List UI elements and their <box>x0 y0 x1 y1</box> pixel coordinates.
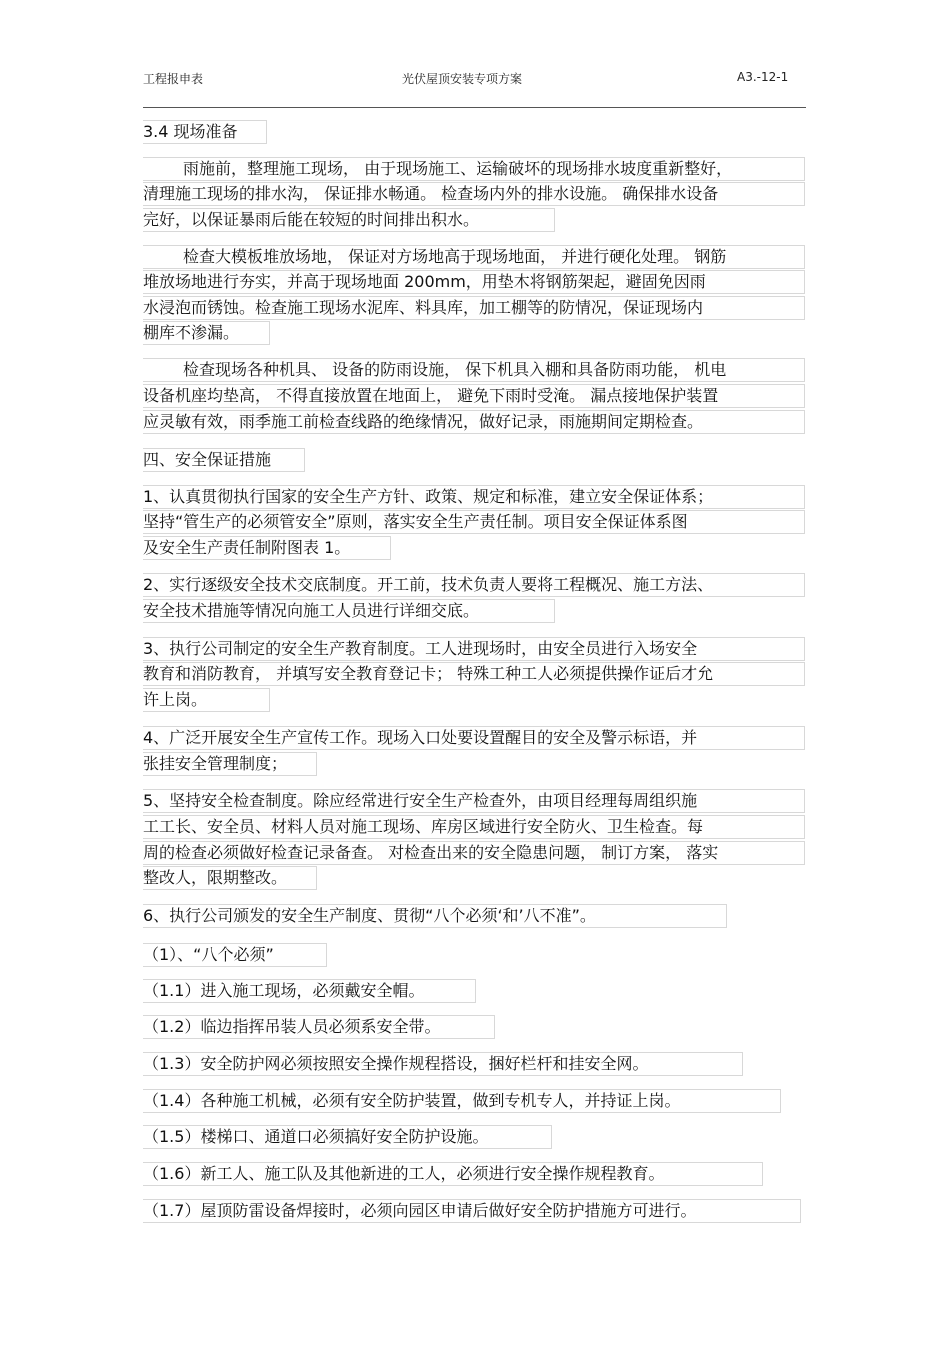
paragraph-line: 水浸泡而锈蚀。检查施工现场水泥库、料具库，加工棚等的防情况，保证现场内 <box>143 296 805 320</box>
paragraph-line: 教育和消防教育， 并填写安全教育登记卡； 特殊工种工人必须提供操作证后才允 <box>143 662 805 686</box>
paragraph-line: 应灵敏有效，雨季施工前检查线路的绝缘情况，做好记录，雨施期间定期检查。 <box>143 410 805 434</box>
paragraph-line: 周的检查必须做好检查记录备查。 对检查出来的安全隐患问题， 制订方案， 落实 <box>143 841 805 865</box>
paragraph-line: 许上岗。 <box>143 688 270 712</box>
paragraph-line: 安全技术措施等情况向施工人员进行详细交底。 <box>143 599 555 623</box>
paragraph-line: 工工长、安全员、材料人员对施工现场、库房区域进行安全防火、卫生检查。每 <box>143 815 805 839</box>
paragraph-line: 检查大模板堆放场地， 保证对方场地高于现场地面， 并进行硬化处理。 钢筋 <box>143 245 805 269</box>
list-item: （1.6）新工人、施工队及其他新进的工人，必须进行安全操作规程教育。 <box>143 1162 763 1186</box>
paragraph-line: 坚持“管生产的必须管安全”原则，落实安全生产责任制。项目安全保证体系图 <box>143 510 805 534</box>
header-divider <box>143 107 806 108</box>
paragraph-line: 雨施前，整理施工现场， 由于现场施工、运输破坏的现场排水坡度重新整好， <box>143 157 805 181</box>
list-item: （1.1）进入施工现场，必须戴安全帽。 <box>143 979 476 1003</box>
list-item: （1.7）屋顶防雷设备焊接时，必须向园区申请后做好安全防护措施方可进行。 <box>143 1199 801 1223</box>
header-title: 光伏屋顶安装专项方案 <box>402 72 523 86</box>
list-item: （1.2）临边指挥吊装人员必须系安全带。 <box>143 1015 495 1039</box>
subheading: （1）、“八个必须” <box>143 943 327 967</box>
paragraph-line: 5、坚持安全检查制度。除应经常进行安全生产检查外，由项目经理每周组织施 <box>143 789 805 813</box>
paragraph-line: 2、实行逐级安全技术交底制度。开工前，技术负责人要将工程概况、施工方法、 <box>143 573 805 597</box>
paragraph-line: 棚库不渗漏。 <box>143 321 270 345</box>
paragraph-line: 完好，以保证暴雨后能在较短的时间排出积水。 <box>143 208 555 232</box>
header-left: 工程报申表 <box>143 72 204 86</box>
paragraph-line: 设备机座均垫高， 不得直接放置在地面上， 避免下雨时受淹。 漏点接地保护装置 <box>143 384 805 408</box>
paragraph-line: 张挂安全管理制度； <box>143 752 317 776</box>
paragraph-line: 清理施工现场的排水沟， 保证排水畅通。 检查场内外的排水设施。 确保排水设备 <box>143 182 805 206</box>
list-item: （1.5）楼梯口、通道口必须搞好安全防护设施。 <box>143 1125 552 1149</box>
paragraph-line: 整改人，限期整改。 <box>143 866 317 890</box>
section-heading: 3.4 现场准备 <box>143 120 267 144</box>
paragraph-line: 1、认真贯彻执行国家的安全生产方针、政策、规定和标准，建立安全保证体系； <box>143 485 805 509</box>
header-code: A3.-12-1 <box>737 70 789 84</box>
paragraph-line: 堆放场地进行夯实，并高于现场地面 200mm，用垫木将钢筋架起，避固免因雨 <box>143 270 805 294</box>
section-heading: 四、安全保证措施 <box>143 448 305 472</box>
paragraph-line: 6、执行公司颁发的安全生产制度、贯彻“八个必须‘和’八不准”。 <box>143 904 727 928</box>
paragraph-line: 检查现场各种机具、 设备的防雨设施， 保下机具入棚和具备防雨功能， 机电 <box>143 358 805 382</box>
paragraph-line: 4、广泛开展安全生产宣传工作。现场入口处要设置醒目的安全及警示标语，并 <box>143 726 805 750</box>
list-item: （1.4）各种施工机械，必须有安全防护装置，做到专机专人，并持证上岗。 <box>143 1089 781 1113</box>
paragraph-line: 及安全生产责任制附图表 1。 <box>143 536 391 560</box>
paragraph-line: 3、执行公司制定的安全生产教育制度。工人进现场时，由安全员进行入场安全 <box>143 637 805 661</box>
list-item: （1.3）安全防护网必须按照安全操作规程搭设，捆好栏杆和挂安全网。 <box>143 1052 743 1076</box>
